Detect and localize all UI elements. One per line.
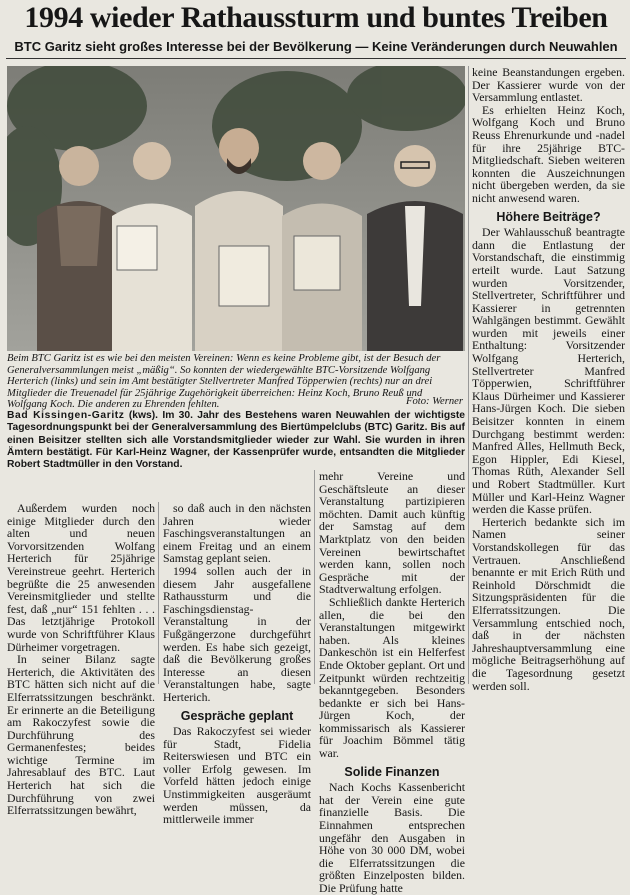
header-rule xyxy=(6,58,626,59)
paragraph: In seiner Bilanz sagte Herterich, die Aktivitäten des BTC hätten sich nicht auf die Elferratssitzungen beschränkt. Er erinnerte an die Beteiligung am Rakoczyfest sowie die Durchführung des Germanenfestes; beides wichtige Termine im Jahresablauf des BTC. Laut Herterich hat sich die Durchführung von zwei Elferratssitzungen bewährt, xyxy=(7,652,155,818)
paragraph: 1994 sollen auch der in diesem Jahr ausgefallene Rathaussturm und die Faschingsdienstag-Veranstaltung in der Fußgängerzone durchgeführt werden. Es habe sich gezeigt, daß die Bevölkerung großes Interesse an diesen Veranstaltungen habe, sagte Herterich. xyxy=(163,563,311,704)
subhead-talks: Gespräche geplant xyxy=(180,708,294,723)
subhead-finances: Solide Finanzen xyxy=(344,764,440,779)
headline: 1994 wieder Rathaussturm und buntes Treiben xyxy=(24,1,608,34)
lead-text: Im 30. Jahr des Bestehens waren Neuwahlen der wichtigste Tagesordnungspunkt bei der Generalversammlung des Biertümpelclubs (BTC) Garitz. Bis auf einen Beisitzer stellten sich alle Vorstandsmitglieder wieder zur Wahl. Sie wurden in ihren Ämtern bestätigt. Für Karl-Heinz Wagner, der Kassenprüfer wurde, entsandten die Mitglieder Robert Stadtmüller in den Vorstand. xyxy=(7,410,466,471)
paragraph: Außerdem wurden noch einige Mitglieder durch den alten und neuen Vorvorsitzenden Wolfang Herterich für 25jährige Vereinstreue geehrt. Herterich begrüßte die 25 anwesenden Vereinsmitglieder und stellte fest, daß „nur“ 151 fehlten . . . Das letztjährige Protokoll wurde von Schriftführer Klaus Dürheimer vorgetragen. xyxy=(7,501,155,654)
caption-text: Beim BTC Garitz ist es wie bei den meisten Vereinen: Wenn es keine Probleme gibt, ist der Besuch der Generalversammlungen meist „mäßig“. So konnten der wiedergewählte BTC-Vorsitzende Wolfgang Herterich (links) und sein im Amt bestätigter Stellvertreter Manfred Töpperwien (rechts) nur an drei Mitglieder die Treuenadel für 25jährige Zugehörigkeit überreichen: Heinz Koch, Bruno Reuß und Wolfgang Koch. Die anderen zu Ehrenden fehlten. xyxy=(7,353,441,411)
paragraph: so daß auch in den nächsten Jahren wieder Faschingsveranstaltungen an einem Freitag und an einem Samstag geplant seien. xyxy=(163,501,311,566)
column-divider xyxy=(468,66,469,684)
dateline: Bad Kissingen-Garitz xyxy=(7,410,125,421)
paragraph: Das Rakoczyfest sei wieder für Stadt, Fidelia Reiterswiesen und BTC ein voller Erfolg gewesen. Im Vorfeld hätten jedoch einige Unstimmigkeiten ausgeräumt werden müssen, da mittlerweile immer xyxy=(163,724,311,827)
column-3 xyxy=(319,470,465,895)
subhead-fees: Höhere Beiträge? xyxy=(496,209,601,224)
paragraph: Herterich bedankte sich im Namen seiner Vorstandskollegen für das Vertrauen. Anschließend benannte er mit Erich Rüth und Reinhold Dörschmidt die Sitzungspräsidenten für die Elferratssitzungen. Die Versammlung entschied noch, daß in der nächsten Jahreshauptversammlung eine mögliche Beitragserhöhung auf die Tagesordnung gesetzt werden soll. xyxy=(472,514,625,693)
paragraph: mehr Vereine und Geschäftsleute an dieser Veranstaltung partizipieren möchten. Damit auch künftig der Samstag auf dem Marktplatz von den beiden Vereinen bewirtschaftet werden kann, sollen noch Gespräche mit der Stadtverwaltung erfolgen. xyxy=(319,469,465,597)
paragraph: Der Wahlausschuß beantragte dann die Entlastung der Vorstandschaft, die einstimmig erteilt wurde. Laut Satzung wurden Vorsitzender, Stellvertreter, Schriftführer und Kassierer in getrennten Wahlgängen bestimmt. Gewählt wurden mit jeweils einer Enthaltung: Vorsitzender Wolfgang Herterich, Stellvertreter Manfred Töpperwien, Schriftführer Klaus Dürheimer und Kassierer Hans-Jürgen Koch. Die sieben Beisitzer konnten in einem Durchgang bestimmt werden: Manfred Alles, Hellmuth Beck, Egon Hippler, Edi Kiesel, Thomas Rüth, Alexander Sell und Robert Stadtmüller. Kurt Müller und Karl-Heinz Wagner werden die Kasse prüfen. xyxy=(472,225,625,517)
column-1 xyxy=(7,502,155,817)
lead-paragraph xyxy=(7,410,465,471)
group-photo xyxy=(7,66,465,351)
column-2 xyxy=(163,502,311,826)
paragraph: keine Beanstandungen ergeben. Der Kassierer wurde von der Versammlung entlastet. xyxy=(472,65,625,105)
photo-credit: Foto: Werner xyxy=(406,396,463,408)
column-4 xyxy=(472,66,625,692)
column-divider xyxy=(314,470,315,684)
paragraph: Nach Kochs Kassenbericht hat der Verein eine gute finanzielle Basis. Die Einnahmen entsprechen ungefähr den Ausgaben in Höhe von 30 000 DM, wobei die Elferratssitzungen die größten Einzelposten bilden. Die Prüfung hatte xyxy=(319,780,465,895)
column-divider xyxy=(158,502,159,684)
paragraph: Es erhielten Heinz Koch, Wolfgang Koch und Bruno Reuss Ehrenurkunde und -nadel für ihre 25jährige BTC-Mitgliedschaft. Sieben weiteren konnten die Auszeichnungen nicht übergeben werden, da sie nicht anwesend waren. xyxy=(472,102,625,205)
subheadline: BTC Garitz sieht großes Interesse bei der Bevölkerung — Keine Veränderungen durch Neuwahlen xyxy=(14,39,618,54)
agency-tag: (kws). xyxy=(124,410,163,421)
paragraph: Schließlich dankte Herterich allen, die bei den Veranstaltungen mitgewirkt haben. Als kleines Dankeschön ist ein Helferfest Ende Oktober geplant. Ort und Zeitpunkt würden rechtzeitig bekanntgegeben. Besonders bedankte er sich bei Hans-Jürgen Koch, der kommissarisch als Kassierer für Joachim Bömmel tätig war. xyxy=(319,594,465,761)
photo-caption xyxy=(7,353,465,411)
